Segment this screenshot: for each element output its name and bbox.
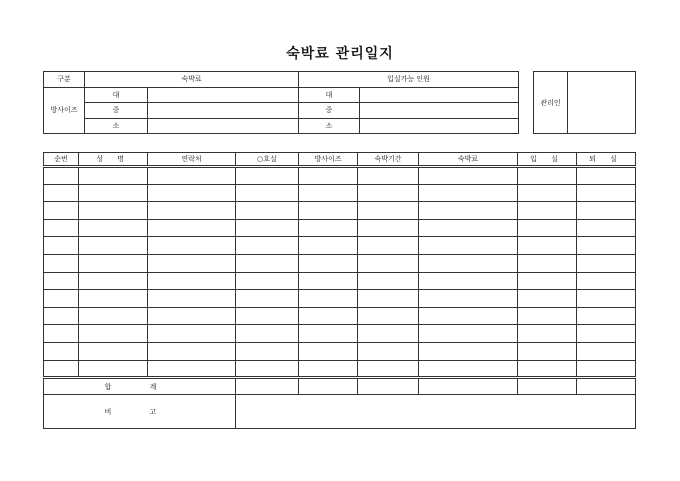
log-cell-check-in[interactable] — [518, 219, 577, 237]
log-cell-stay-period[interactable] — [358, 360, 419, 378]
capacity-cell-large[interactable] — [360, 87, 519, 103]
log-cell-contact[interactable] — [148, 307, 236, 325]
log-cell-stay-period[interactable] — [358, 237, 419, 255]
log-cell-stay-period[interactable] — [358, 307, 419, 325]
log-cell-check-in[interactable] — [518, 307, 577, 325]
page-title: 숙박료 관리일지 — [286, 46, 394, 62]
log-cell-room[interactable] — [236, 307, 299, 325]
log-cell-check-out[interactable] — [577, 325, 636, 343]
log-cell-contact[interactable] — [148, 237, 236, 255]
log-cell-check-out[interactable] — [577, 184, 636, 202]
log-cell-name[interactable] — [79, 237, 148, 255]
log-cell-check-in[interactable] — [518, 237, 577, 255]
capacity-cell-small[interactable] — [360, 118, 519, 134]
log-row — [44, 202, 636, 220]
size-label-medium: 중 — [85, 103, 148, 119]
log-cell-check-in[interactable] — [518, 290, 577, 308]
log-row — [44, 167, 636, 185]
col-header-check-in: 입 실 — [518, 153, 577, 167]
log-cell-room[interactable] — [236, 167, 299, 185]
log-cell-check-in[interactable] — [518, 202, 577, 220]
size-label-large: 대 — [85, 87, 148, 103]
log-cell-room-size[interactable] — [299, 219, 358, 237]
fee-cell-small[interactable] — [148, 118, 299, 134]
log-cell-stay-period[interactable] — [358, 290, 419, 308]
col-header-contact: 연락처 — [148, 153, 236, 167]
remarks-label: 비 고 — [44, 395, 236, 429]
log-row — [44, 237, 636, 255]
log-row — [44, 254, 636, 272]
log-cell-stay-period[interactable] — [358, 202, 419, 220]
log-cell-check-out[interactable] — [577, 342, 636, 360]
total-label: 합 계 — [44, 378, 236, 395]
log-cell-stay-period[interactable] — [358, 219, 419, 237]
log-cell-stay-period[interactable] — [358, 342, 419, 360]
log-cell-room-size[interactable] — [299, 202, 358, 220]
remarks-row — [44, 395, 636, 429]
total-row — [44, 378, 636, 395]
col-header-check-out: 퇴 실 — [577, 153, 636, 167]
log-cell-no[interactable] — [44, 342, 79, 360]
log-header-row — [44, 153, 636, 167]
log-cell-fee[interactable] — [419, 325, 518, 343]
log-cell-check-out[interactable] — [577, 272, 636, 290]
total-cell-check-out[interactable] — [577, 378, 636, 395]
log-cell-contact[interactable] — [148, 167, 236, 185]
log-cell-fee[interactable] — [419, 272, 518, 290]
log-cell-room[interactable] — [236, 325, 299, 343]
log-cell-fee[interactable] — [419, 202, 518, 220]
log-cell-check-out[interactable] — [577, 360, 636, 378]
summary-table — [43, 71, 519, 134]
log-row — [44, 342, 636, 360]
remarks-cell[interactable] — [236, 395, 636, 429]
log-row — [44, 272, 636, 290]
summary-header-row — [44, 72, 519, 88]
capacity-label-medium: 중 — [299, 103, 360, 119]
log-cell-check-out[interactable] — [577, 219, 636, 237]
log-cell-room-size[interactable] — [299, 184, 358, 202]
log-cell-check-out[interactable] — [577, 254, 636, 272]
log-cell-no[interactable] — [44, 307, 79, 325]
capacity-label-large: 대 — [299, 87, 360, 103]
log-cell-room[interactable] — [236, 272, 299, 290]
log-cell-no[interactable] — [44, 237, 79, 255]
log-cell-room-size[interactable] — [299, 237, 358, 255]
log-cell-contact[interactable] — [148, 254, 236, 272]
log-cell-contact[interactable] — [148, 184, 236, 202]
log-row — [44, 360, 636, 378]
capacity-label-small: 소 — [299, 118, 360, 134]
log-cell-no[interactable] — [44, 219, 79, 237]
room-size-label: 방사이즈 — [44, 87, 85, 134]
log-cell-check-out[interactable] — [577, 202, 636, 220]
log-cell-fee[interactable] — [419, 342, 518, 360]
log-cell-check-in[interactable] — [518, 254, 577, 272]
col-header-room: ○호실 — [236, 153, 299, 167]
size-row-large — [44, 87, 519, 103]
log-cell-fee[interactable] — [419, 219, 518, 237]
log-row — [44, 290, 636, 308]
log-cell-fee[interactable] — [419, 254, 518, 272]
log-cell-room-size[interactable] — [299, 167, 358, 185]
log-cell-name[interactable] — [79, 272, 148, 290]
log-cell-contact[interactable] — [148, 272, 236, 290]
log-cell-fee[interactable] — [419, 167, 518, 185]
log-cell-name[interactable] — [79, 360, 148, 378]
log-cell-fee[interactable] — [419, 307, 518, 325]
log-cell-check-in[interactable] — [518, 272, 577, 290]
log-cell-check-in[interactable] — [518, 360, 577, 378]
log-cell-no[interactable] — [44, 202, 79, 220]
log-cell-no[interactable] — [44, 167, 79, 185]
log-cell-name[interactable] — [79, 307, 148, 325]
log-cell-name[interactable] — [79, 184, 148, 202]
log-cell-fee[interactable] — [419, 290, 518, 308]
log-cell-room[interactable] — [236, 184, 299, 202]
log-table — [43, 152, 636, 429]
col-header-name: 성 명 — [79, 153, 148, 167]
log-cell-stay-period[interactable] — [358, 167, 419, 185]
capacity-header: 입실가능 인원 — [299, 72, 519, 88]
log-cell-contact[interactable] — [148, 290, 236, 308]
log-cell-name[interactable] — [79, 202, 148, 220]
log-row — [44, 184, 636, 202]
log-cell-no[interactable] — [44, 325, 79, 343]
size-label-small: 소 — [85, 118, 148, 134]
category-header: 구분 — [44, 72, 85, 88]
log-cell-room-size[interactable] — [299, 290, 358, 308]
log-cell-name[interactable] — [79, 325, 148, 343]
log-cell-stay-period[interactable] — [358, 184, 419, 202]
log-cell-contact[interactable] — [148, 342, 236, 360]
manager-signature-cell[interactable] — [568, 72, 636, 134]
col-header-no: 순번 — [44, 153, 79, 167]
log-cell-room-size[interactable] — [299, 254, 358, 272]
log-cell-room[interactable] — [236, 360, 299, 378]
log-cell-name[interactable] — [79, 167, 148, 185]
log-cell-check-in[interactable] — [518, 325, 577, 343]
log-cell-room[interactable] — [236, 342, 299, 360]
manager-table — [533, 71, 636, 134]
col-header-fee: 숙박료 — [419, 153, 518, 167]
log-cell-check-in[interactable] — [518, 167, 577, 185]
fee-cell-large[interactable] — [148, 87, 299, 103]
log-cell-room[interactable] — [236, 290, 299, 308]
log-cell-check-out[interactable] — [577, 307, 636, 325]
log-cell-check-in[interactable] — [518, 184, 577, 202]
log-row — [44, 219, 636, 237]
manager-label: 관리인 — [534, 72, 568, 134]
log-cell-no[interactable] — [44, 290, 79, 308]
total-cell-room[interactable] — [236, 378, 299, 395]
log-cell-room-size[interactable] — [299, 272, 358, 290]
log-cell-no[interactable] — [44, 184, 79, 202]
capacity-cell-medium[interactable] — [360, 103, 519, 119]
fee-cell-medium[interactable] — [148, 103, 299, 119]
log-cell-contact[interactable] — [148, 219, 236, 237]
log-cell-room[interactable] — [236, 254, 299, 272]
log-cell-no[interactable] — [44, 254, 79, 272]
log-cell-contact[interactable] — [148, 325, 236, 343]
total-cell-fee[interactable] — [419, 378, 518, 395]
total-cell-room-size[interactable] — [299, 378, 358, 395]
log-cell-stay-period[interactable] — [358, 272, 419, 290]
log-cell-contact[interactable] — [148, 360, 236, 378]
log-cell-fee[interactable] — [419, 360, 518, 378]
log-cell-check-out[interactable] — [577, 290, 636, 308]
log-cell-room[interactable] — [236, 202, 299, 220]
size-row-small — [44, 118, 519, 134]
log-cell-check-out[interactable] — [577, 167, 636, 185]
col-header-room-size: 방사이즈 — [299, 153, 358, 167]
total-cell-check-in[interactable] — [518, 378, 577, 395]
log-cell-room-size[interactable] — [299, 307, 358, 325]
size-row-medium — [44, 103, 519, 119]
log-cell-room[interactable] — [236, 219, 299, 237]
log-cell-contact[interactable] — [148, 202, 236, 220]
log-cell-room[interactable] — [236, 237, 299, 255]
log-cell-no[interactable] — [44, 360, 79, 378]
fee-header: 숙박료 — [85, 72, 299, 88]
log-cell-stay-period[interactable] — [358, 325, 419, 343]
log-cell-check-out[interactable] — [577, 237, 636, 255]
log-cell-name[interactable] — [79, 219, 148, 237]
log-row — [44, 307, 636, 325]
total-cell-stay-period[interactable] — [358, 378, 419, 395]
log-cell-no[interactable] — [44, 272, 79, 290]
col-header-stay-period: 숙박기간 — [358, 153, 419, 167]
log-cell-room-size[interactable] — [299, 325, 358, 343]
log-cell-check-in[interactable] — [518, 342, 577, 360]
log-cell-name[interactable] — [79, 254, 148, 272]
log-row — [44, 325, 636, 343]
log-cell-name[interactable] — [79, 290, 148, 308]
log-cell-room-size[interactable] — [299, 360, 358, 378]
log-cell-fee[interactable] — [419, 184, 518, 202]
log-cell-room-size[interactable] — [299, 342, 358, 360]
log-cell-stay-period[interactable] — [358, 254, 419, 272]
log-cell-fee[interactable] — [419, 237, 518, 255]
log-cell-name[interactable] — [79, 342, 148, 360]
